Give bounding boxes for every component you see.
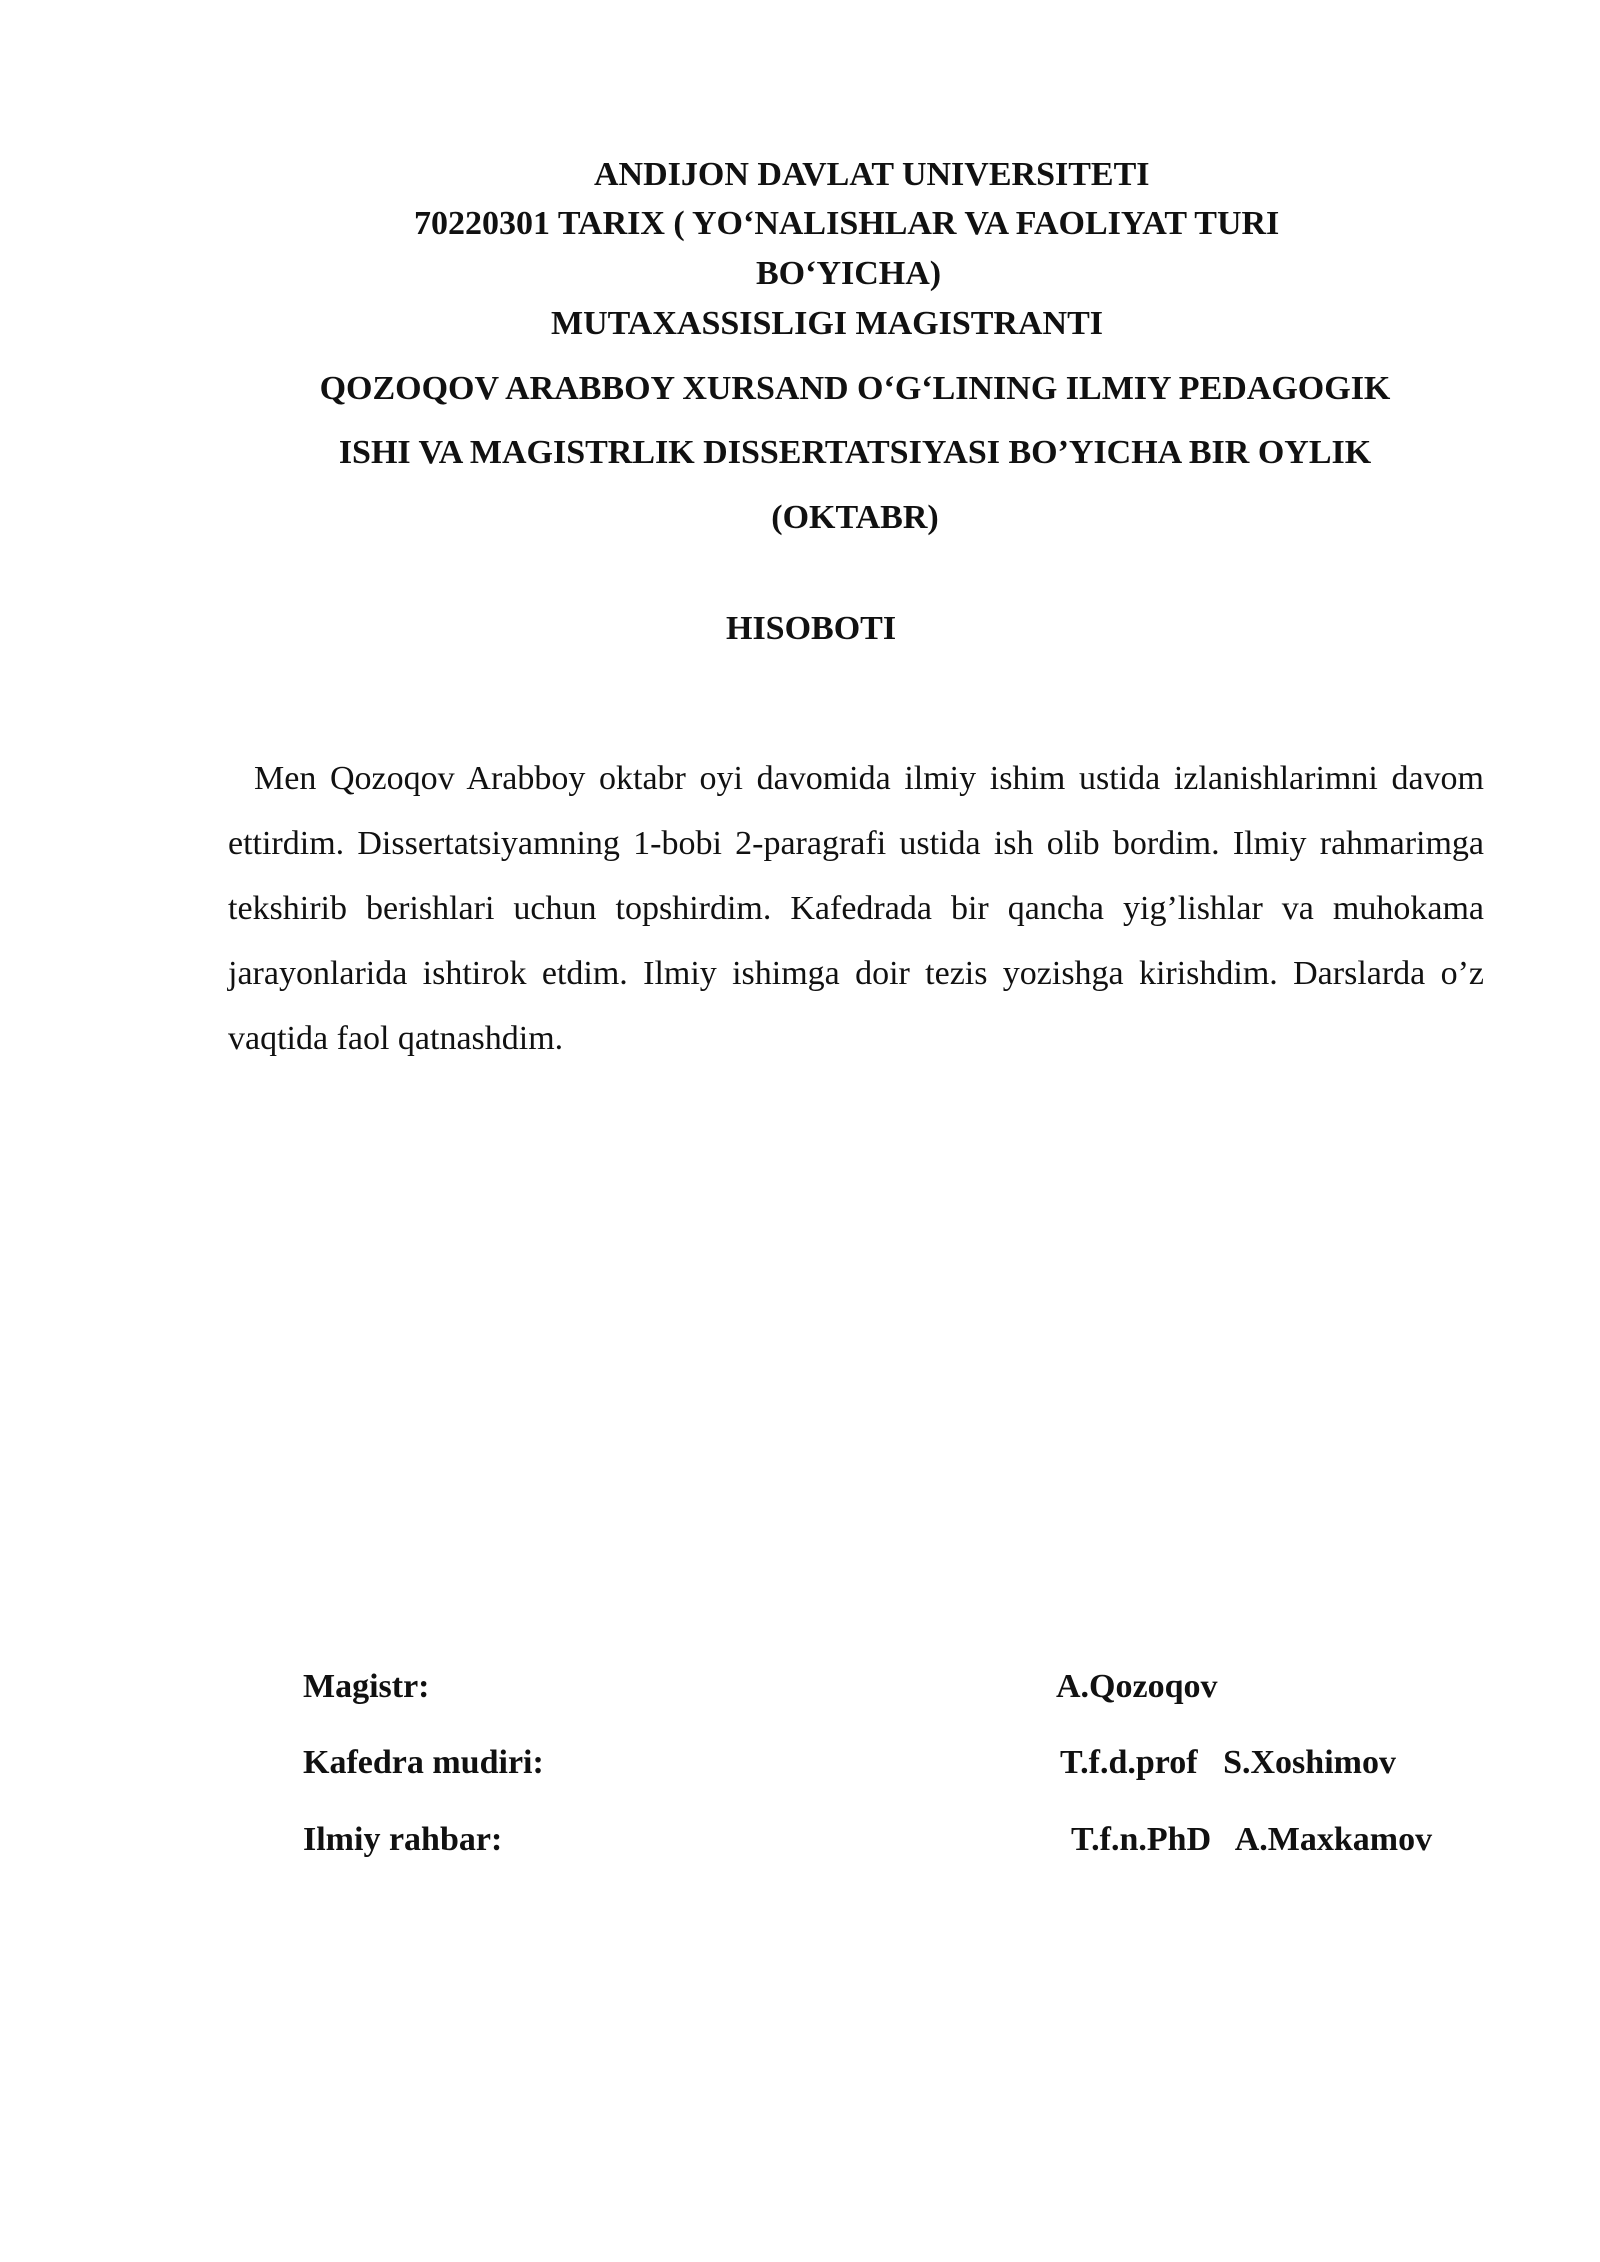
report-title-line-3: (OKTABR)	[771, 499, 939, 536]
signature-label-ilmiy-rahbar: Ilmiy rahbar:	[303, 1821, 503, 1858]
signature-name-kafedra-mudiri: T.f.d.prof S.Xoshimov	[1060, 1744, 1396, 1781]
signature-name-ilmiy-rahbar: T.f.n.PhD A.Maxkamov	[1071, 1821, 1433, 1858]
report-title-line-2: ISHI VA MAGISTRLIK DISSERTATSIYASI BO’YICHA BIR OYLIK	[338, 434, 1372, 471]
signature-name-magistr: A.Qozoqov	[1056, 1668, 1218, 1705]
university-name: ANDIJON DAVLAT UNIVERSITETI	[594, 156, 1150, 193]
specialty-line-2: BO‘YICHA)	[756, 255, 942, 292]
report-body-paragraph: Men Qozoqov Arabboy oktabr oyi davomida ilmiy ishim ustida izlanishlarimni davom ettirdim. Dissertatsiyamning 1-bobi 2-paragrafi ustida ish olib bordim. Ilmiy rahmarimga tekshirib berishlari uchun topshirdim. Kafedrada bir qancha yig’lishlar va muhokama jarayonlarida ishtirok etdim. Ilmiy ishimga doir tezis yozishga kirishdim. Darslarda o’z vaqtida faol qatnashdim.	[228, 760, 1484, 1057]
report-heading: HISOBOTI	[726, 610, 897, 647]
signature-label-kafedra-mudiri: Kafedra mudiri:	[303, 1744, 544, 1781]
signature-label-magistr: Magistr:	[303, 1668, 430, 1705]
specialty-line-1: 70220301 TARIX ( YO‘NALISHLAR VA FAOLIYAT TURI	[414, 205, 1280, 242]
report-title-line-1: QOZOQOV ARABBOY XURSAND O‘G‘LINING ILMIY PEDAGOGIK	[319, 370, 1391, 407]
specialty-line-3: MUTAXASSISLIGI MAGISTRANTI	[551, 305, 1103, 342]
